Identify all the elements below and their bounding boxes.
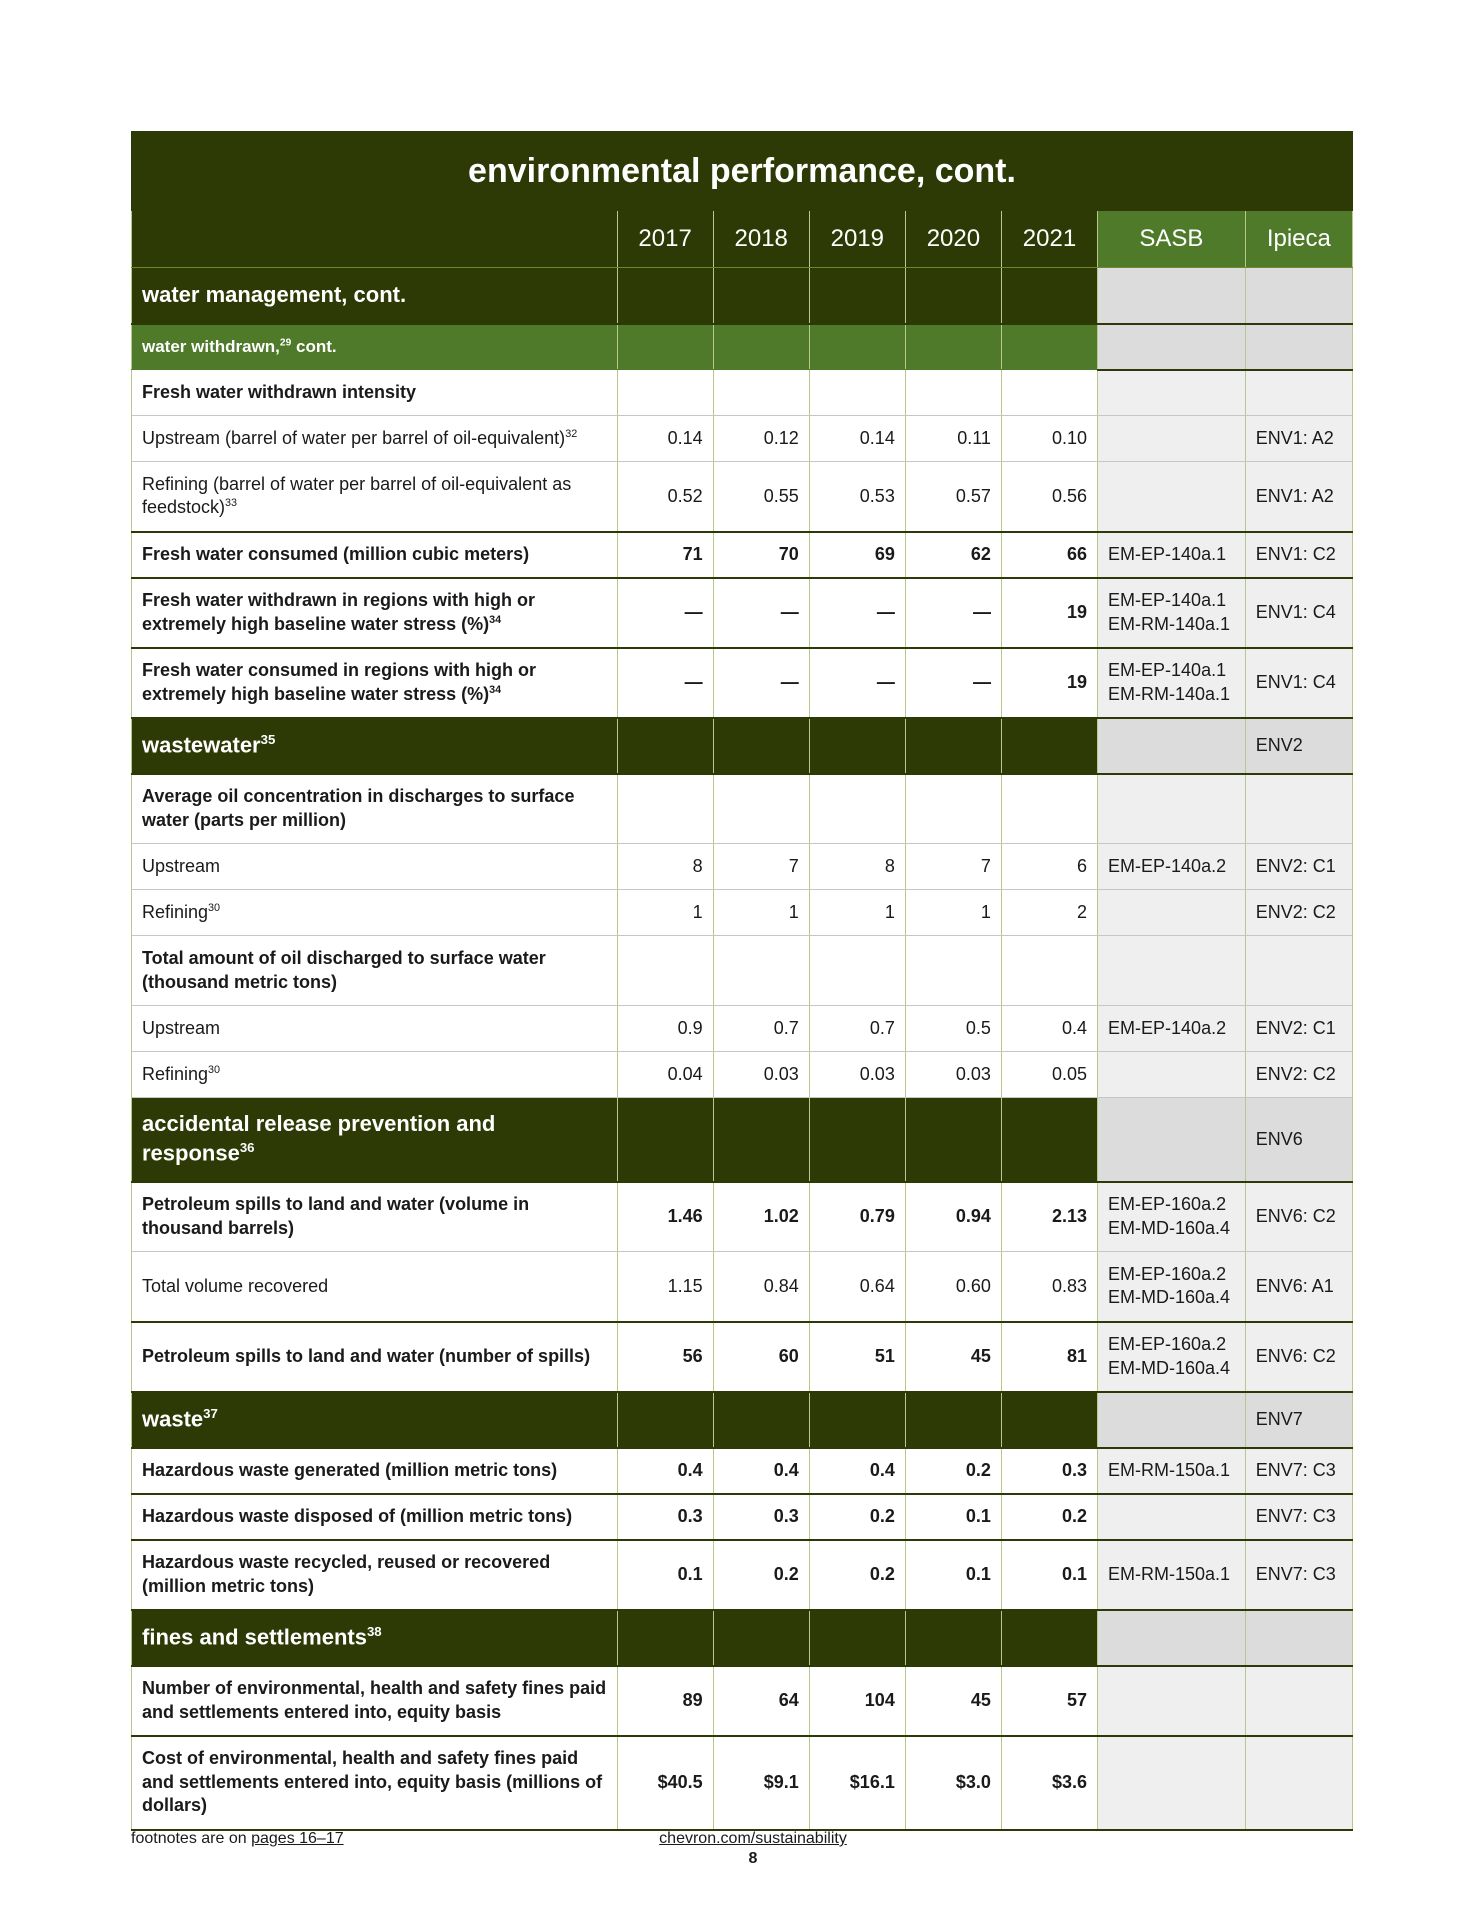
row-label [132, 324, 618, 370]
page-number: 8 [748, 1850, 758, 1867]
row-label [132, 1252, 618, 1322]
table-header-row [132, 211, 1353, 268]
value-2021: 0.56 [1001, 462, 1097, 532]
value-2019 [809, 718, 905, 774]
table-row [132, 578, 1353, 648]
value-2018 [713, 1392, 809, 1448]
value-2021 [1001, 268, 1097, 324]
table-row [132, 774, 1353, 844]
ipieca-code [1245, 1666, 1352, 1736]
value-2018: 70 [713, 532, 809, 578]
sasb-code [1098, 1666, 1246, 1736]
sasb-code [1098, 936, 1246, 1006]
value-2018: 64 [713, 1666, 809, 1736]
value-2018 [713, 370, 809, 416]
footnote-marker: 29 [279, 337, 292, 349]
value-2018 [713, 774, 809, 844]
row-label [132, 1182, 618, 1252]
value-2017 [617, 936, 713, 1006]
data-table-panel [131, 131, 1353, 1831]
value-2018: 0.03 [713, 1052, 809, 1098]
table-row [132, 532, 1353, 578]
sasb-code [1098, 1098, 1246, 1182]
value-2021 [1001, 1392, 1097, 1448]
table-row [132, 648, 1353, 718]
ipieca-code: ENV6: C2 [1245, 1182, 1352, 1252]
footnote-marker: 33 [225, 497, 238, 510]
row-label-text: Refining [142, 901, 209, 922]
value-2021: 81 [1001, 1322, 1097, 1392]
row-label-text: Hazardous waste generated (million metric tons) [142, 1459, 558, 1480]
value-2020: 0.60 [905, 1252, 1001, 1322]
sasb-code: EM-RM-150a.1 [1098, 1448, 1246, 1494]
sasb-code: EM-EP-160a.2 EM-MD-160a.4 [1098, 1182, 1246, 1252]
ipieca-code: ENV6 [1245, 1098, 1352, 1182]
page-title: environmental performance, cont. [131, 131, 1353, 211]
value-2019 [809, 1098, 905, 1182]
value-2018: 0.7 [713, 1006, 809, 1052]
value-2020: 0.57 [905, 462, 1001, 532]
column-header-2020: 2020 [905, 211, 1001, 268]
row-label [132, 648, 618, 718]
value-2019: — [809, 578, 905, 648]
table-row [132, 1182, 1353, 1252]
value-2019: 0.14 [809, 416, 905, 462]
table-row [132, 1736, 1353, 1830]
value-2018: 60 [713, 1322, 809, 1392]
value-2019: 0.53 [809, 462, 905, 532]
value-2018 [713, 268, 809, 324]
value-2021: 0.83 [1001, 1252, 1097, 1322]
value-2018: 0.3 [713, 1494, 809, 1540]
row-label-text: Cost of environmental, health and safety fines paid and settlements entered into, equity basis (millions of dollars) [142, 1748, 603, 1816]
site-link[interactable]: chevron.com/sustainability [659, 1830, 847, 1847]
value-2020 [905, 1392, 1001, 1448]
row-label-text: water withdrawn, [142, 336, 280, 356]
value-2019: 0.64 [809, 1252, 905, 1322]
row-label-text: Petroleum spills to land and water (number of spills) [142, 1345, 591, 1366]
section-header-row [132, 1392, 1353, 1448]
footnote-reference [131, 1830, 344, 1848]
sasb-code: EM-EP-140a.1 EM-RM-140a.1 [1098, 578, 1246, 648]
value-2019 [809, 1392, 905, 1448]
value-2017: 1 [617, 890, 713, 936]
value-2020: 0.2 [905, 1448, 1001, 1494]
ipieca-code: ENV2: C2 [1245, 1052, 1352, 1098]
value-2019: 0.2 [809, 1540, 905, 1610]
value-2019: — [809, 648, 905, 718]
row-label-text: waste [142, 1406, 204, 1432]
row-label [132, 1448, 618, 1494]
value-2020: 62 [905, 532, 1001, 578]
value-2018: 1.02 [713, 1182, 809, 1252]
row-label [132, 1322, 618, 1392]
row-label-text: Upstream [142, 1017, 221, 1038]
value-2019: 104 [809, 1666, 905, 1736]
value-2021: 0.2 [1001, 1494, 1097, 1540]
value-2017: 1.15 [617, 1252, 713, 1322]
value-2017 [617, 370, 713, 416]
column-header-2021: 2021 [1001, 211, 1097, 268]
section-header-row [132, 718, 1353, 774]
value-2017: 8 [617, 844, 713, 890]
table-row [132, 1540, 1353, 1610]
value-2019: 69 [809, 532, 905, 578]
row-label [132, 1098, 618, 1182]
value-2019 [809, 774, 905, 844]
ipieca-code [1245, 774, 1352, 844]
value-2017: — [617, 578, 713, 648]
ipieca-code: ENV1: A2 [1245, 462, 1352, 532]
value-2017 [617, 268, 713, 324]
row-label-text: Total amount of oil discharged to surface water (thousand metric tons) [142, 948, 546, 992]
row-label-text: wastewater [142, 732, 261, 758]
value-2021 [1001, 936, 1097, 1006]
value-2019: 0.79 [809, 1182, 905, 1252]
table-row [132, 1666, 1353, 1736]
ipieca-code: ENV7: C3 [1245, 1448, 1352, 1494]
row-label-text: Number of environmental, health and safety fines paid and settlements entered into, equity basis [142, 1678, 607, 1722]
row-label [132, 844, 618, 890]
value-2018: $9.1 [713, 1736, 809, 1830]
value-2018: 0.12 [713, 416, 809, 462]
footnote-marker: 38 [366, 1624, 382, 1640]
value-2020: 0.1 [905, 1540, 1001, 1610]
value-2020: 0.03 [905, 1052, 1001, 1098]
sasb-code [1098, 1052, 1246, 1098]
row-label-text: Refining [142, 1063, 209, 1084]
value-2021: $3.6 [1001, 1736, 1097, 1830]
value-2017: 71 [617, 532, 713, 578]
row-label [132, 578, 618, 648]
footnote-pages-link[interactable]: pages 16–17 [251, 1830, 344, 1847]
value-2020: — [905, 648, 1001, 718]
value-2017: 0.3 [617, 1494, 713, 1540]
ipieca-code: ENV1: C4 [1245, 648, 1352, 718]
sasb-code [1098, 268, 1246, 324]
value-2018 [713, 324, 809, 370]
sasb-code: EM-EP-140a.2 [1098, 1006, 1246, 1052]
ipieca-code: ENV2: C1 [1245, 844, 1352, 890]
value-2017 [617, 1610, 713, 1666]
value-2019: $16.1 [809, 1736, 905, 1830]
footnote-prefix: footnotes are on [131, 1830, 252, 1847]
value-2020 [905, 936, 1001, 1006]
sasb-code: EM-EP-140a.1 [1098, 532, 1246, 578]
table-row [132, 1006, 1353, 1052]
sasb-code [1098, 1494, 1246, 1540]
value-2018: 0.84 [713, 1252, 809, 1322]
row-label-text: Hazardous waste recycled, reused or recovered (million metric tons) [142, 1552, 551, 1596]
sasb-code: EM-RM-150a.1 [1098, 1540, 1246, 1610]
sasb-code [1098, 1610, 1246, 1666]
value-2017: 89 [617, 1666, 713, 1736]
value-2021: 0.3 [1001, 1448, 1097, 1494]
row-label [132, 370, 618, 416]
footnote-marker: 37 [203, 1406, 218, 1422]
value-2020 [905, 324, 1001, 370]
value-2019: 1 [809, 890, 905, 936]
section-header-row [132, 1610, 1353, 1666]
ipieca-code: ENV1: A2 [1245, 416, 1352, 462]
ipieca-code [1245, 268, 1352, 324]
value-2020: 0.5 [905, 1006, 1001, 1052]
value-2020 [905, 1610, 1001, 1666]
table-row [132, 890, 1353, 936]
value-2017: $40.5 [617, 1736, 713, 1830]
footnote-marker: 32 [565, 427, 578, 440]
section-header-row [132, 268, 1353, 324]
row-label-text: Hazardous waste disposed of (million metric tons) [142, 1505, 573, 1526]
value-2017: 56 [617, 1322, 713, 1392]
row-label-text: Petroleum spills to land and water (volume in thousand barrels) [142, 1194, 530, 1238]
value-2019: 0.4 [809, 1448, 905, 1494]
row-label [132, 1610, 618, 1666]
row-label-text: Fresh water withdrawn intensity [142, 381, 417, 402]
value-2019: 0.7 [809, 1006, 905, 1052]
value-2021: 66 [1001, 532, 1097, 578]
table-row [132, 936, 1353, 1006]
sasb-code [1098, 370, 1246, 416]
value-2021: 0.05 [1001, 1052, 1097, 1098]
ipieca-code: ENV7: C3 [1245, 1494, 1352, 1540]
column-header-2017: 2017 [617, 211, 713, 268]
value-2021: 0.10 [1001, 416, 1097, 462]
value-2019: 8 [809, 844, 905, 890]
value-2021: 0.4 [1001, 1006, 1097, 1052]
value-2017: 0.4 [617, 1448, 713, 1494]
sasb-code: EM-EP-160a.2 EM-MD-160a.4 [1098, 1252, 1246, 1322]
value-2018 [713, 936, 809, 1006]
column-header-2019: 2019 [809, 211, 905, 268]
footnote-marker: 30 [208, 1063, 221, 1076]
value-2021 [1001, 1098, 1097, 1182]
row-label [132, 718, 618, 774]
ipieca-code [1245, 1610, 1352, 1666]
value-2020: $3.0 [905, 1736, 1001, 1830]
table-row [132, 370, 1353, 416]
row-label-text: Average oil concentration in discharges to surface water (parts per million) [142, 786, 575, 830]
value-2021: 2.13 [1001, 1182, 1097, 1252]
value-2017: 0.52 [617, 462, 713, 532]
value-2018: 1 [713, 890, 809, 936]
value-2018: — [713, 578, 809, 648]
value-2017: — [617, 648, 713, 718]
column-header-sasb: SASB [1098, 211, 1246, 268]
row-label-text: Fresh water consumed in regions with high or extremely high baseline water stress (%) [142, 660, 537, 704]
value-2020: 45 [905, 1666, 1001, 1736]
sasb-code [1098, 462, 1246, 532]
value-2020: — [905, 578, 1001, 648]
value-2021: 0.1 [1001, 1540, 1097, 1610]
row-label-text: Total volume recovered [142, 1275, 329, 1296]
footnote-marker: 34 [489, 613, 502, 626]
sasb-code [1098, 774, 1246, 844]
value-2017: 0.1 [617, 1540, 713, 1610]
header-blank [132, 211, 618, 268]
value-2018 [713, 1098, 809, 1182]
table-row [132, 1448, 1353, 1494]
value-2017 [617, 774, 713, 844]
subsection-header-row [132, 324, 1353, 370]
value-2020: 7 [905, 844, 1001, 890]
row-label-text: accidental release prevention and response [142, 1111, 496, 1166]
sasb-code [1098, 1736, 1246, 1830]
ipieca-code [1245, 370, 1352, 416]
value-2021: 19 [1001, 578, 1097, 648]
value-2019 [809, 324, 905, 370]
sasb-code [1098, 324, 1246, 370]
table-row [132, 462, 1353, 532]
row-label [132, 532, 618, 578]
value-2017: 0.04 [617, 1052, 713, 1098]
table-row [132, 1052, 1353, 1098]
row-label [132, 462, 618, 532]
value-2018: 7 [713, 844, 809, 890]
value-2017 [617, 1392, 713, 1448]
ipieca-code: ENV1: C4 [1245, 578, 1352, 648]
row-label [132, 936, 618, 1006]
value-2020: 0.94 [905, 1182, 1001, 1252]
value-2020: 0.1 [905, 1494, 1001, 1540]
value-2021 [1001, 1610, 1097, 1666]
value-2020: 0.11 [905, 416, 1001, 462]
row-label-suffix: cont. [291, 336, 337, 356]
ipieca-code: ENV2: C1 [1245, 1006, 1352, 1052]
ipieca-code: ENV6: A1 [1245, 1252, 1352, 1322]
value-2019 [809, 1610, 905, 1666]
value-2020 [905, 1098, 1001, 1182]
section-header-row [132, 1098, 1353, 1182]
sasb-code [1098, 890, 1246, 936]
footnote-marker: 34 [489, 683, 502, 696]
column-header-ipieca: Ipieca [1245, 211, 1352, 268]
value-2017: 0.9 [617, 1006, 713, 1052]
value-2018: 0.2 [713, 1540, 809, 1610]
ipieca-code: ENV7 [1245, 1392, 1352, 1448]
ipieca-code: ENV1: C2 [1245, 532, 1352, 578]
value-2018: 0.4 [713, 1448, 809, 1494]
value-2017 [617, 324, 713, 370]
value-2021 [1001, 718, 1097, 774]
value-2017: 0.14 [617, 416, 713, 462]
table-row [132, 1322, 1353, 1392]
value-2017: 1.46 [617, 1182, 713, 1252]
value-2020: 1 [905, 890, 1001, 936]
row-label [132, 1052, 618, 1098]
value-2021: 2 [1001, 890, 1097, 936]
sasb-code [1098, 416, 1246, 462]
value-2021: 57 [1001, 1666, 1097, 1736]
row-label-text: water management, cont. [142, 281, 407, 307]
row-label [132, 1666, 618, 1736]
ipieca-code [1245, 936, 1352, 1006]
value-2019: 0.03 [809, 1052, 905, 1098]
ipieca-code: ENV6: C2 [1245, 1322, 1352, 1392]
sasb-code: EM-EP-140a.1 EM-RM-140a.1 [1098, 648, 1246, 718]
value-2021 [1001, 774, 1097, 844]
value-2017 [617, 718, 713, 774]
row-label-text: Fresh water consumed (million cubic meters) [142, 543, 530, 564]
row-label-text: fines and settlements [142, 1624, 367, 1650]
value-2018 [713, 1610, 809, 1666]
row-label [132, 774, 618, 844]
row-label [132, 1736, 618, 1830]
value-2019: 51 [809, 1322, 905, 1392]
row-label [132, 1540, 618, 1610]
column-header-2018: 2018 [713, 211, 809, 268]
value-2018: 0.55 [713, 462, 809, 532]
row-label-text: Fresh water withdrawn in regions with high or extremely high baseline water stress (%) [142, 590, 536, 634]
row-label [132, 1494, 618, 1540]
sasb-code [1098, 718, 1246, 774]
sasb-code [1098, 1392, 1246, 1448]
row-label [132, 1006, 618, 1052]
table-row [132, 844, 1353, 890]
sasb-code: EM-EP-160a.2 EM-MD-160a.4 [1098, 1322, 1246, 1392]
value-2021: 19 [1001, 648, 1097, 718]
row-label [132, 416, 618, 462]
value-2019 [809, 268, 905, 324]
value-2020: 45 [905, 1322, 1001, 1392]
row-label [132, 1392, 618, 1448]
table-row [132, 1252, 1353, 1322]
row-label-text: Upstream (barrel of water per barrel of oil-equivalent) [142, 427, 566, 448]
value-2018: — [713, 648, 809, 718]
value-2018 [713, 718, 809, 774]
footnote-marker: 30 [208, 901, 221, 914]
value-2020 [905, 718, 1001, 774]
value-2021: 6 [1001, 844, 1097, 890]
row-label-text: Refining (barrel of water per barrel of oil-equivalent as feedstock) [142, 473, 572, 518]
row-label [132, 890, 618, 936]
value-2019: 0.2 [809, 1494, 905, 1540]
value-2020 [905, 774, 1001, 844]
value-2021 [1001, 324, 1097, 370]
footnote-marker: 36 [239, 1140, 255, 1156]
table-row [132, 416, 1353, 462]
ipieca-code: ENV2 [1245, 718, 1352, 774]
ipieca-code [1245, 1736, 1352, 1830]
ipieca-code [1245, 324, 1352, 370]
table-row [132, 1494, 1353, 1540]
value-2019 [809, 936, 905, 1006]
value-2019 [809, 370, 905, 416]
ipieca-code: ENV2: C2 [1245, 890, 1352, 936]
footnote-marker: 35 [260, 732, 276, 748]
value-2017 [617, 1098, 713, 1182]
row-label [132, 268, 618, 324]
value-2020 [905, 268, 1001, 324]
value-2021 [1001, 370, 1097, 416]
sasb-code: EM-EP-140a.2 [1098, 844, 1246, 890]
environmental-performance-table [131, 211, 1353, 1831]
value-2020 [905, 370, 1001, 416]
row-label-text: Upstream [142, 855, 221, 876]
ipieca-code: ENV7: C3 [1245, 1540, 1352, 1610]
